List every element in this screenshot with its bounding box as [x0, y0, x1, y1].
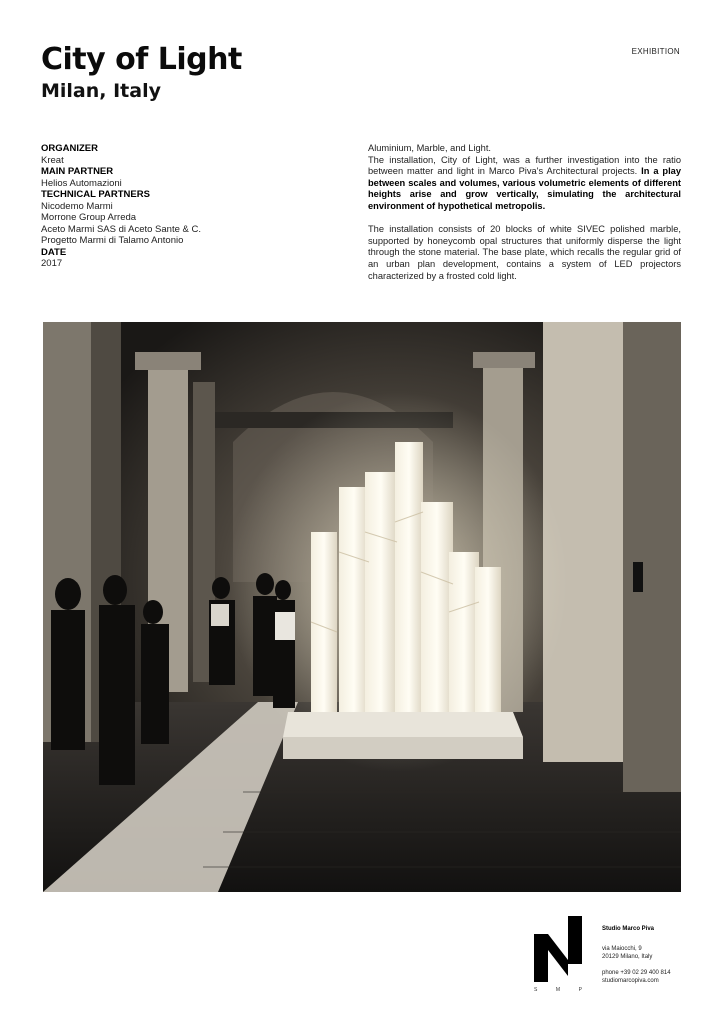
credit-value: Kreat: [41, 154, 64, 166]
description-text: The installation, City of Light, was a further investigation into the ratio between matter and light in Marco Piva's Architectural projects.: [368, 154, 681, 177]
credits-block: [41, 143, 281, 270]
credit-heading-main-partner: MAIN PARTNER: [41, 166, 114, 177]
credit-heading-organizer: ORGANIZER: [41, 143, 98, 154]
credit-value: Morrone Group Arreda: [41, 212, 137, 223]
project-description: [368, 143, 681, 282]
studio-address-line-1: via Maiocchi, 9: [602, 946, 642, 952]
credit-value: 2017: [41, 258, 63, 269]
description-paragraph-2: The installation consists of 20 blocks of white SIVEC polished marble, supported by honeycomb opal structures that uniformly disperse the light through the stone material. The base plate, which recalls the regular grid of an urban plan development, contains a system of LED projectors characterized by a frosted cold light.: [368, 224, 681, 281]
credit-value: Progetto Marmi di Talamo Antonio: [41, 235, 184, 246]
installation-photo: [43, 322, 681, 892]
description-highlight: In a play between scales and volumes, various volumetric elements of different heights arise and grow vertically, simulating the architectural environment of hypothetical metropolis.: [368, 166, 681, 211]
studio-website: studiomarcopiva.com: [602, 978, 659, 984]
logo-letter: S: [534, 987, 538, 993]
studio-phone: phone +39 02 29 400 814: [602, 970, 671, 976]
studio-name: Studio Marco Piva: [602, 926, 655, 932]
logo-letter: P: [578, 987, 582, 993]
location-subtitle: Milan, Italy: [41, 80, 161, 102]
category-tag: EXHIBITION: [631, 47, 680, 56]
description-paragraph-1: [368, 143, 681, 213]
studio-contact: [602, 925, 671, 985]
studio-address-line-2: 20129 Milano, Italy: [602, 954, 653, 960]
credit-value: Aceto Marmi SAS di Aceto Sante & C.: [41, 223, 201, 235]
logo-letters: [534, 987, 582, 993]
logo-letter: M: [555, 987, 561, 993]
installation-photo-illustration: [43, 322, 681, 892]
credit-value: Nicodemo Marmi: [41, 200, 113, 212]
credit-heading-date: DATE: [41, 246, 67, 258]
credit-heading-technical-partners: TECHNICAL PARTNERS: [41, 189, 150, 200]
page-title: City of Light: [41, 42, 242, 77]
smp-logo-icon: [534, 916, 582, 982]
description-materials: Aluminium, Marble, and Light.: [368, 143, 491, 153]
credit-value: Helios Automazioni: [41, 177, 122, 189]
